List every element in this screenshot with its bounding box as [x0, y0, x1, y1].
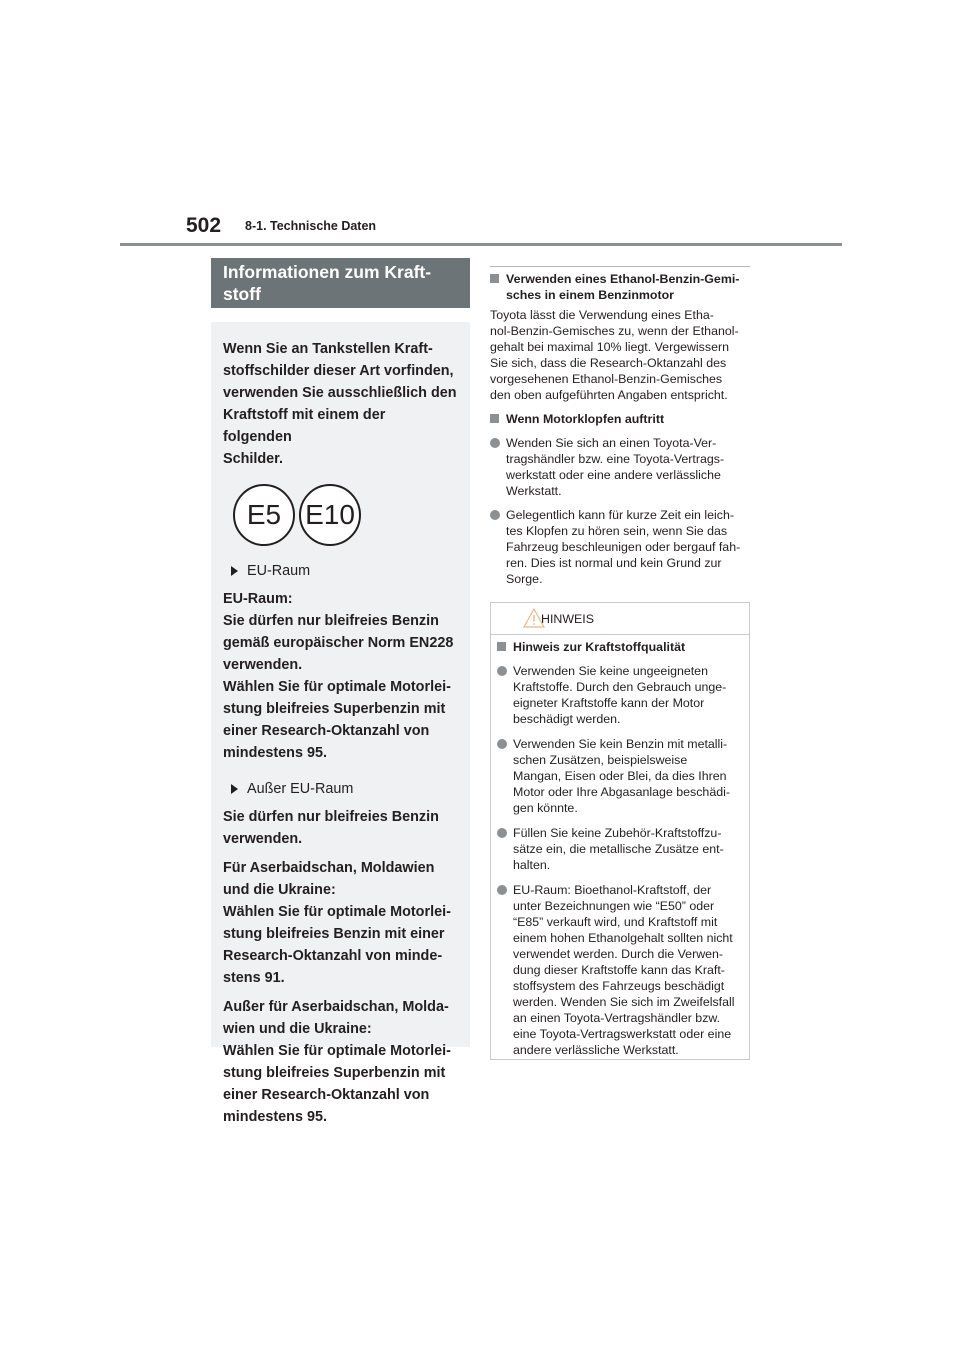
text-line: Kraftstoffe. Durch den Gebrauch unge- — [513, 680, 727, 694]
region-label: EU-Raum — [247, 563, 311, 579]
text-line: Werkstatt. — [506, 484, 562, 498]
notice-header — [491, 603, 749, 635]
triangle-arrow-icon — [231, 784, 238, 794]
text-line: Verwenden eines Ethanol-Benzin-Gemi- — [506, 272, 740, 286]
e5-fuel-icon: E5 — [233, 484, 295, 546]
text-line: sches in einem Benzinmotor — [506, 288, 674, 302]
notice-box — [490, 602, 750, 1060]
text-line: eine Toyota-Vertragswerkstatt oder eine — [513, 1027, 732, 1041]
text-line: stoffsystem des Fahrzeugs beschädigt — [513, 979, 725, 993]
text-line: andere verlässliche Werkstatt. — [513, 1043, 679, 1057]
knock-heading — [490, 411, 750, 427]
ethanol-heading — [490, 271, 750, 303]
text-line: stung bleifreies Superbenzin mit — [223, 701, 446, 717]
text-line: halten. — [513, 858, 551, 872]
text-line: Hinweis zur Kraftstoffqualität — [513, 640, 686, 654]
list-item — [490, 435, 750, 499]
text-line: Wählen Sie für optimale Motorlei- — [223, 679, 451, 695]
text-line: nol-Benzin-Gemisches zu, wenn der Ethanol- — [490, 324, 739, 338]
chapter-title: 8-1. Technische Daten — [245, 219, 377, 233]
text-line: Wenn Sie an Tankstellen Kraft- — [223, 341, 433, 357]
non-eu-text — [223, 806, 458, 850]
list-item — [490, 507, 750, 587]
e10-fuel-icon: E10 — [299, 484, 361, 546]
warning-triangle-icon — [523, 608, 545, 628]
text-line: eigneter Kraftstoffe kann der Motor — [513, 696, 705, 710]
notice-body — [491, 635, 749, 1058]
text-line: sätze ein, die metallische Zusätze ent- — [513, 842, 724, 856]
text-line: Wenden Sie sich an einen Toyota-Ver- — [506, 436, 717, 450]
text-line: verwenden Sie ausschließlich den — [223, 385, 457, 401]
fuel-info-box — [211, 322, 470, 1125]
text-line: Schilder. — [223, 451, 283, 467]
page-number: 502 — [186, 214, 222, 237]
text-line: Sorge. — [506, 572, 543, 586]
fuel-label-icons — [233, 484, 458, 546]
text-line: stung bleifreies Superbenzin mit — [223, 1065, 446, 1081]
section-title-line: stoff — [223, 284, 261, 304]
right-column — [490, 266, 750, 595]
notice-label: HINWEIS — [541, 611, 595, 626]
list-item — [497, 736, 743, 816]
text-line: unter Bezeichnungen wie “E50” oder — [513, 899, 715, 913]
text-line: verwendet werden. Durch die Verwen- — [513, 947, 724, 961]
text-line: schen Zusätzen, beispielsweise — [513, 753, 688, 767]
text-line: verwenden. — [223, 657, 303, 673]
text-line: gehalt bei maximal 10% liegt. Vergewissern — [490, 340, 729, 354]
non-eu-azerbaijan-text — [223, 857, 458, 989]
text-line: verwenden. — [223, 831, 303, 847]
text-line: beschädigt werden. — [513, 712, 621, 726]
text-line: vorgesehenen Ethanol-Benzin-Gemisches — [490, 372, 723, 386]
text-line: werkstatt oder eine andere verlässliche — [506, 468, 721, 482]
text-line: und die Ukraine: — [223, 882, 336, 898]
text-line: gemäß europäischer Norm EN228 — [223, 635, 454, 651]
text-line: wien und die Ukraine: — [223, 1021, 372, 1037]
text-line: Research-Oktanzahl von minde- — [223, 948, 443, 964]
text-line: Füllen Sie keine Zubehör-Kraftstoffzu- — [513, 826, 722, 840]
text-line: Verwenden Sie kein Benzin mit metalli- — [513, 737, 728, 751]
text-line: Sie sich, dass die Research-Oktanzahl des — [490, 356, 727, 370]
text-line: Sie dürfen nur bleifreies Benzin — [223, 613, 439, 629]
text-line: tragshändler bzw. eine Toyota-Vertrags- — [506, 452, 725, 466]
text-line: gen könnte. — [513, 801, 578, 815]
left-column — [211, 258, 470, 1125]
list-item — [497, 882, 743, 1058]
text-line: mindestens 95. — [223, 1109, 327, 1125]
divider — [490, 266, 750, 267]
triangle-arrow-icon — [231, 566, 238, 576]
region-non-eu — [231, 780, 458, 798]
text-line: Verwenden Sie keine ungeeigneten — [513, 664, 708, 678]
text-line: Kraftstoff mit einem der folgenden — [223, 407, 386, 445]
section-title — [211, 258, 470, 308]
text-line: werden. Wenden Sie sich im Zweifelsfall — [513, 995, 735, 1009]
text-line: Mangan, Eisen oder Blei, da dies Ihren — [513, 769, 727, 783]
eu-text — [223, 588, 458, 764]
text-line: stoffschilder dieser Art vorfinden, — [223, 363, 454, 379]
text-line: Wählen Sie für optimale Motorlei- — [223, 904, 451, 920]
text-line: Motor oder Ihre Abgasanlage beschädi- — [513, 785, 730, 799]
text-line: stung bleifreies Benzin mit einer — [223, 926, 445, 942]
header-rule — [120, 243, 842, 246]
text-line: Gelegentlich kann für kurze Zeit ein leich- — [506, 508, 734, 522]
text-line: ren. Dies ist normal und kein Grund zur — [506, 556, 722, 570]
text-line: einem hohen Ethanolgehalt sollten nicht — [513, 931, 733, 945]
text-line: stens 91. — [223, 970, 285, 986]
text-line: den oben aufgeführten Angaben entspricht. — [490, 388, 728, 402]
text-line: Fahrzeug beschleunigen oder bergauf fah- — [506, 540, 741, 554]
non-eu-other-text — [223, 996, 458, 1128]
text-line: tes Klopfen zu hören sein, wenn Sie das — [506, 524, 728, 538]
text-line: EU-Raum: — [223, 591, 293, 607]
text-line: Wählen Sie für optimale Motorlei- — [223, 1043, 451, 1059]
text-line: Wenn Motorklopfen auftritt — [506, 412, 665, 426]
text-line: Toyota lässt die Verwendung eines Etha- — [490, 308, 714, 322]
text-line: an einen Toyota-Vertragshändler bzw. — [513, 1011, 721, 1025]
text-line: Sie dürfen nur bleifreies Benzin — [223, 809, 439, 825]
text-line: dung dieser Kraftstoffe kann das Kraft- — [513, 963, 725, 977]
section-title-line: Informationen zum Kraft- — [223, 262, 432, 282]
intro-text — [223, 338, 458, 470]
ethanol-text — [490, 307, 750, 403]
notice-heading — [497, 639, 743, 655]
text-line: EU-Raum: Bioethanol-Kraftstoff, der — [513, 883, 712, 897]
text-line: Außer für Aserbaidschan, Molda- — [223, 999, 449, 1015]
text-line: mindestens 95. — [223, 745, 327, 761]
text-line: einer Research-Oktanzahl von — [223, 1087, 430, 1103]
list-item — [497, 663, 743, 727]
region-label: Außer EU-Raum — [247, 781, 354, 797]
text-line: “E85” verkauft wird, und Kraftstoff mit — [513, 915, 718, 929]
text-line: einer Research-Oktanzahl von — [223, 723, 430, 739]
region-eu — [231, 562, 458, 580]
list-item — [497, 825, 743, 873]
text-line: Für Aserbaidschan, Moldawien — [223, 860, 435, 876]
